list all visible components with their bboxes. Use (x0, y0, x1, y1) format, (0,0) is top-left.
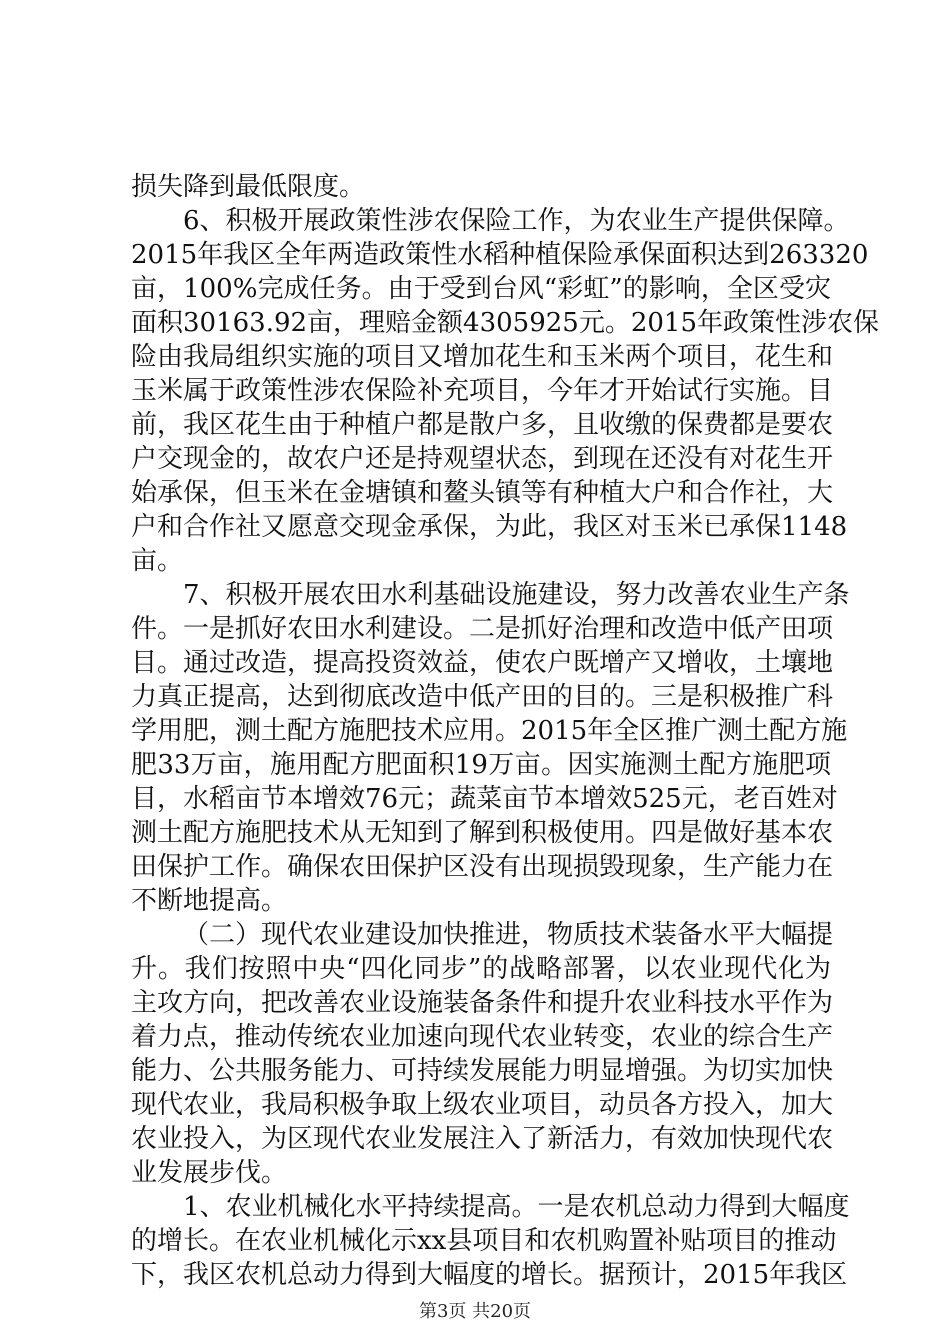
text-line: 目。通过改造，提高投资效益，使农户既增产又增收，土壤地 (131, 648, 834, 678)
text-line: 升。我们按照中央“四化同步”的战略部署，以农业现代化为 (131, 954, 831, 984)
text-line: 2015年我区全年两造政策性水稻种植保险承保面积达到263320 (131, 240, 869, 270)
text-line: 户交现金的，故农户还是持观望状态，到现在还没有对花生开 (131, 444, 834, 474)
text-line: 户和合作社又愿意交现金承保，为此，我区对玉米已承保1148 (131, 512, 848, 542)
text-line: 亩，100%完成任务。由于受到台风“彩虹”的影响，全区受灾 (131, 274, 831, 304)
text-line: 田保护工作。确保农田保护区没有出现损毁现象，生产能力在 (131, 852, 834, 882)
text-line: 的增长。在农业机械化示xx县项目和农机购置补贴项目的推动 (131, 1226, 837, 1256)
text-line: 损失降到最低限度。 (131, 172, 366, 202)
text-line: 力真正提高，达到彻底改造中低产田的目的。三是积极推广科 (131, 682, 834, 712)
text-line: 能力、公共服务能力、可持续发展能力明显增强。为切实加快 (131, 1056, 834, 1086)
text-line: 主攻方向，把改善农业设施装备条件和提升农业科技水平作为 (131, 988, 834, 1018)
page-number-footer: 第3页 共20页 (418, 1301, 532, 1322)
text-line: 肥33万亩，施用配方肥面积19万亩。因实施测土配方施肥项 (131, 750, 831, 780)
text-line: 现代农业，我局积极争取上级农业项目，动员各方投入，加大 (131, 1090, 834, 1120)
text-line: 亩。 (131, 546, 184, 576)
text-line: 测土配方施肥技术从无知到了解到积极使用。四是做好基本农 (131, 818, 834, 848)
text-line: 目，水稻亩节本增效76元；蔬菜亩节本增效525元，老百姓对 (131, 784, 838, 814)
text-line: 6、积极开展政策性涉农保险工作，为农业生产提供保障。 (183, 206, 850, 236)
text-line: 始承保，但玉米在金塘镇和鳌头镇等有种植大户和合作社，大 (131, 478, 834, 508)
text-line: 1、农业机械化水平持续提高。一是农机总动力得到大幅度 (183, 1192, 850, 1222)
text-line: 7、积极开展农田水利基础设施建设，努力改善农业生产条 (183, 580, 850, 610)
text-line: 下，我区农机总动力得到大幅度的增长。据预计，2015年我区 (131, 1260, 848, 1290)
text-line: 面积30163.92亩，理赔金额4305925元。2015年政策性涉农保 (131, 308, 880, 338)
text-line: 业发展步伐。 (131, 1158, 288, 1188)
text-line: 不断地提高。 (131, 886, 288, 916)
text-line: 玉米属于政策性涉农保险补充项目，今年才开始试行实施。目 (131, 376, 834, 406)
text-line: 着力点，推动传统农业加速向现代农业转变，农业的综合生产 (131, 1022, 834, 1052)
text-line: （二）现代农业建设加快推进，物质技术装备水平大幅提 (183, 920, 834, 950)
text-line: 件。一是抓好农田水利建设。二是抓好治理和改造中低产田项 (131, 614, 834, 644)
text-line: 农业投入，为区现代农业发展注入了新活力，有效加快现代农 (131, 1124, 834, 1154)
text-line: 学用肥，测土配方施肥技术应用。2015年全区推广测土配方施 (131, 716, 848, 746)
text-line: 前，我区花生由于种植户都是散户多，且收缴的保费都是要农 (131, 410, 834, 440)
text-line: 险由我局组织实施的项目又增加花生和玉米两个项目，花生和 (131, 342, 834, 372)
